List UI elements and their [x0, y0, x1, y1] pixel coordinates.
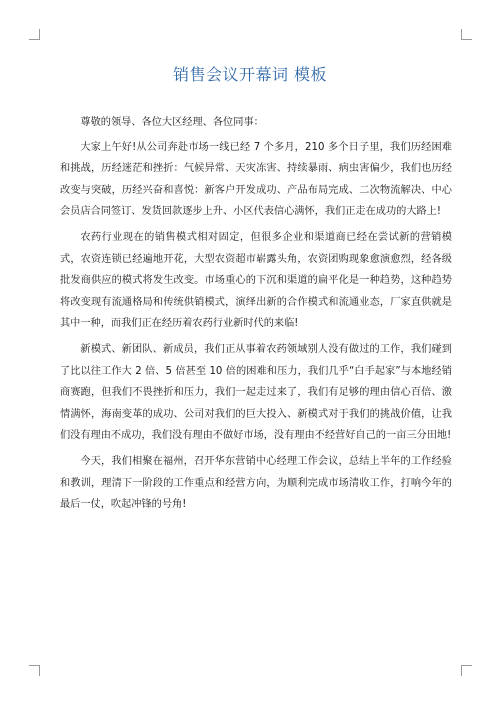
paragraph-2: 农药行业现在的销售模式相对固定，但很多企业和渠道商已经在尝试新的营销模式，农资连锁已经遍地开花，大型农资超市崭露头角，农资团购现象愈演愈烈，经各级批发商供应的模式将发生改变。市场重心的下沉和渠道的扁平化是一种趋势，这种趋势将改变现有流通格局和传统供销模式，演绎出新的合作模式和流通业态，厂家直供就是其中一种，而我们正在经历着农药行业新时代的来临! — [60, 231, 452, 330]
crop-mark-top-left — [29, 29, 40, 40]
paragraph-1: 大家上午好!从公司奔赴市场一线已经 7 个多月，210 多个日子里，我们历经困难和挑战，历经迷茫和挫折：气候异常、天灾冻害、持续暴雨、病虫害偏少，我们也历经改变与突破，历经兴奋和喜悦：新客户开发成功、产品布局完成、二次物流解决、中心会员店合同签订、发货回款逐步上升、小区代表信心满怀，我们正走在成功的大路上! — [60, 141, 452, 218]
paragraph-4: 今天，我们相聚在福州，召开华东营销中心经理工作会议，总结上半年的工作经验和教训，理清下一阶段的工作重点和经营方向，为顺利完成市场清收工作，打响今年的最后一仗，吹起冲锋的号角! — [60, 455, 452, 511]
salutation: 尊敬的领导、各位大区经理、各位同事： — [80, 117, 264, 128]
paragraph-3: 新模式、新团队、新成员，我们正从事着农药领域别人没有做过的工作，我们碰到了比以往工作大 2 倍、5 倍甚至 10 倍的困难和压力，我们几乎“白手起家”与本地经销商赛跑，但我们不畏挫折和压力，我们一起走过来了，我们有足够的理由信心百倍、激情满怀，海南变革的成功、公司对我们的巨大投入、新模式对于我们的挑战价值，让我们没有理由不成功，我们没有理由不做好市场，没有理由不经营好自己的一亩三分田地! — [60, 343, 452, 442]
crop-mark-bottom-right — [461, 665, 472, 676]
document-body — [60, 112, 452, 520]
crop-mark-bottom-left — [29, 665, 40, 676]
crop-mark-top-right — [461, 29, 472, 40]
document-title: 销售会议开幕词 模板 — [172, 65, 328, 84]
